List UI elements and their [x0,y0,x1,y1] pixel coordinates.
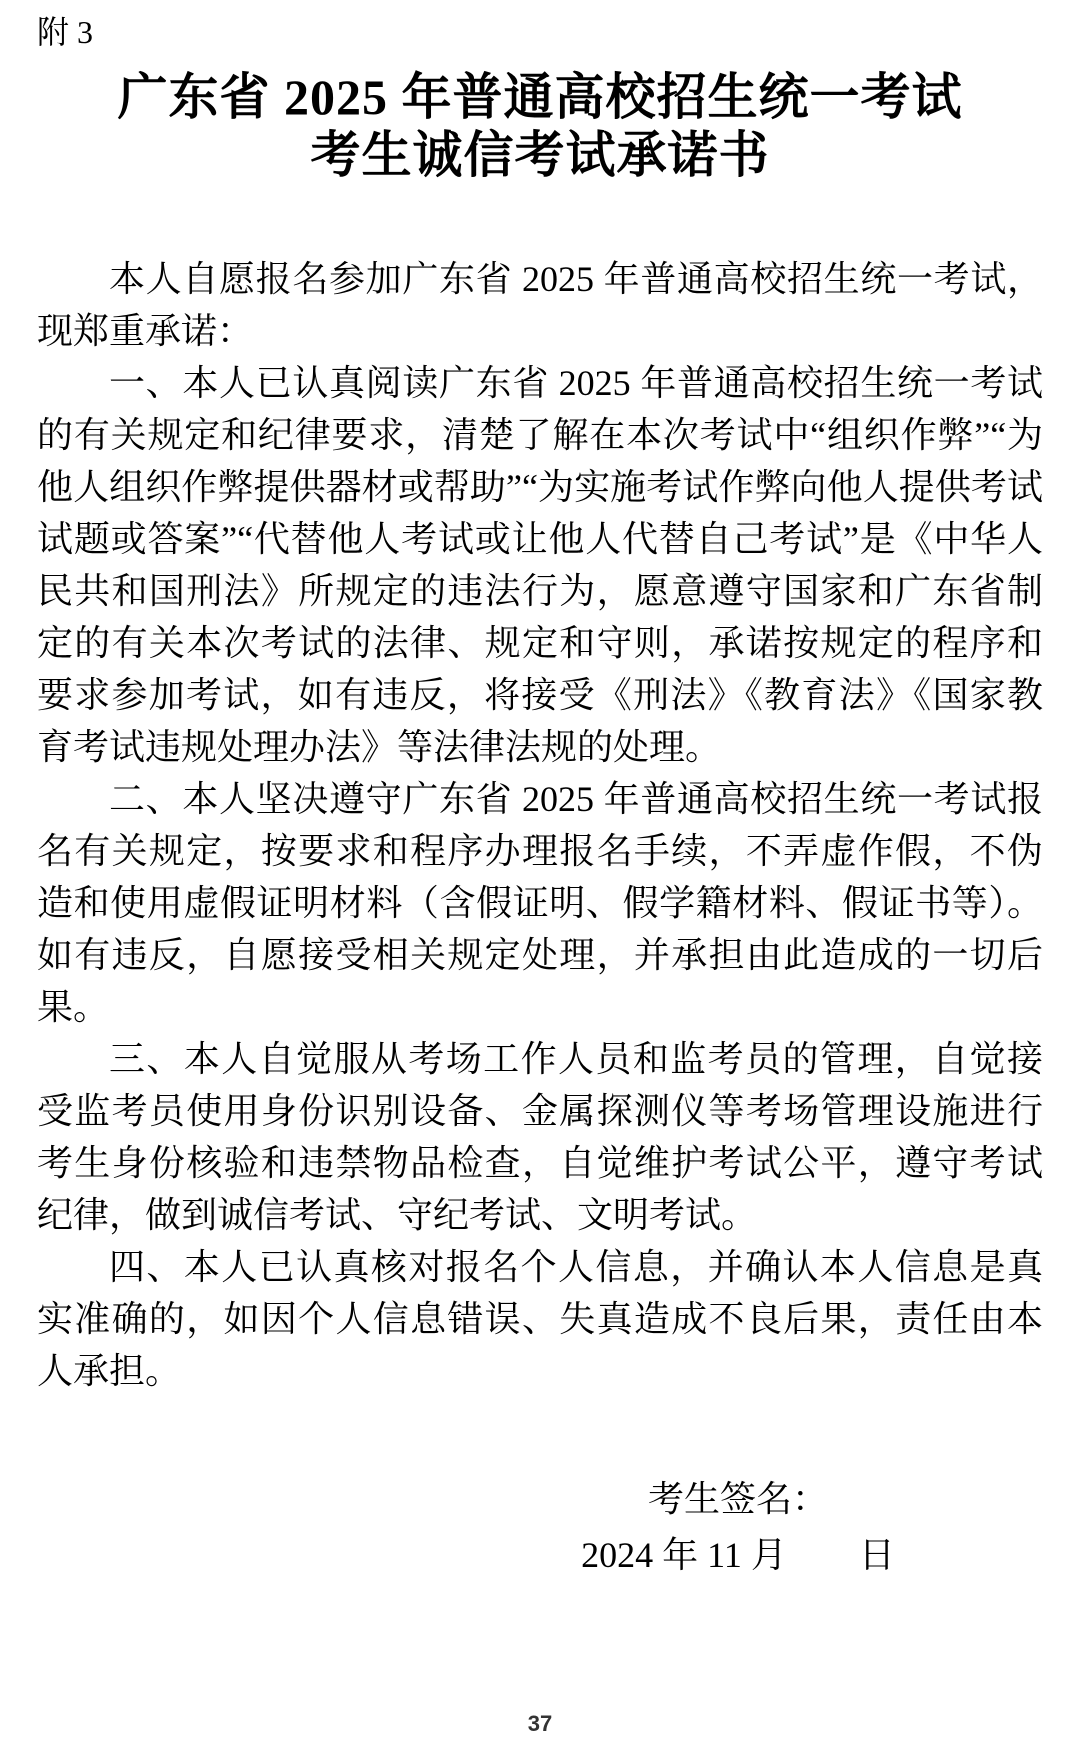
signature-label: 考生签名： [647,1479,828,1519]
signature-block [433,1471,1043,1583]
paragraph: 四、本人已认真核对报名个人信息，并确认本人信息是真实准确的，如因个人信息错误、失真造成不良后果，责任由本人承担。 [37,1247,1043,1391]
document-title [37,68,1043,184]
title-line-2: 考生诚信考试承诺书 [310,127,770,183]
paragraph: 一、本人已认真阅读广东省 2025 年普通高校招生统一考试的有关规定和纪律要求，清楚了解在本次考试中“组织作弊”“为他人组织作弊提供器材或帮助”“为实施考试作弊向他人提供考试试题或答案”“代替他人考试或让他人代替自己考试”是《中华人民共和国刑法》所规定的违法行为，愿意遵守国家和广东省制定的有关本次考试的法律、规定和守则，承诺按规定的程序和要求参加考试，如有违反，将接受《刑法》《教育法》《国家教育考试违规处理办法》等法律法规的处理。 [37,363,1043,767]
paragraph: 二、本人坚决遵守广东省 2025 年普通高校招生统一考试报名有关规定，按要求和程序办理报名手续，不弄虚作假，不伪造和使用虚假证明材料（含假证明、假学籍材料、假证书等）。如有违反，自愿接受相关规定处理，并承担由此造成的一切后果。 [37,779,1043,1027]
page-number: 37 [527,1711,553,1736]
paragraph: 本人自愿报名参加广东省 2025 年普通高校招生统一考试，现郑重承诺： [37,259,1043,351]
title-line-1: 广东省 2025 年普通高校招生统一考试 [117,69,963,125]
paragraph: 三、本人自觉服从考场工作人员和监考员的管理，自觉接受监考员使用身份识别设备、金属探测仪等考场管理设施进行考生身份核验和违禁物品检查，自觉维护考试公平，遵守考试纪律，做到诚信考试、守纪考试、文明考试。 [37,1039,1043,1235]
attachment-label: 附 3 [37,14,94,50]
document-body [37,253,1043,1397]
date-line: 2024 年 11 月 日 [581,1535,895,1575]
